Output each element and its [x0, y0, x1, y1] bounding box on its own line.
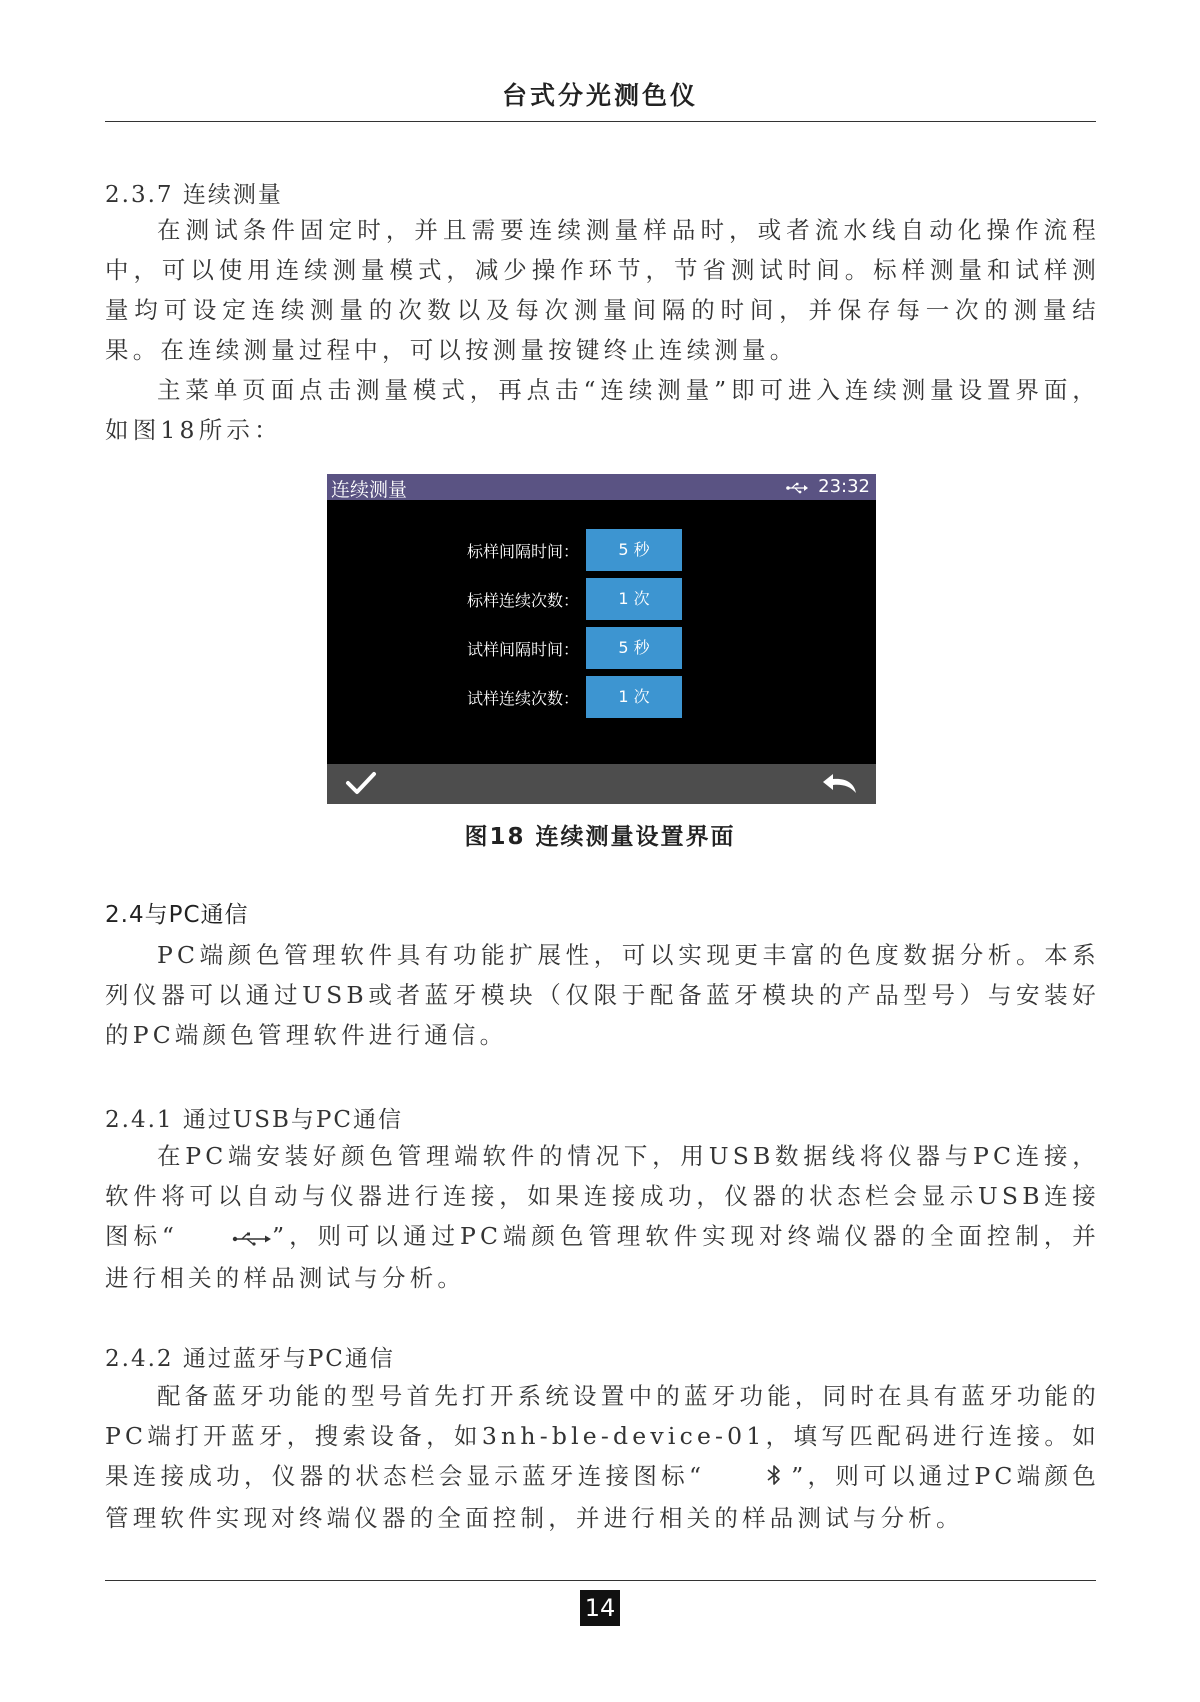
sample-interval-value-button[interactable]: 5 秒 [586, 627, 682, 669]
paragraph-bluetooth-communication [105, 1376, 1100, 1538]
section-heading-2-4-1: 2.4.1 通过USB与PC通信 [105, 1107, 403, 1133]
figure-caption: 图18 连续测量设置界面 [464, 824, 736, 850]
std-count-value-button[interactable]: 1 次 [586, 578, 682, 620]
usb-icon [178, 1218, 272, 1258]
screen-title-bar [327, 474, 876, 500]
section-heading-2-4-2: 2.4.2 通过蓝牙与PC通信 [105, 1346, 395, 1372]
screen-clock: 23:32 [818, 476, 870, 497]
std-interval-value-button[interactable]: 5 秒 [586, 529, 682, 571]
bluetooth-icon [705, 1458, 791, 1498]
sample-count-value-button[interactable]: 1 次 [586, 676, 682, 718]
page-header-title: 台式分光测色仪 [501, 81, 698, 110]
checkmark-icon[interactable] [345, 770, 377, 800]
std-interval-label: 标样间隔时间： [466, 542, 579, 561]
paragraph-continuous-howto: 主菜单页面点击测量模式，再点击“连续测量”即可进入连续测量设置界面，如图18所示： [105, 376, 1100, 444]
sample-interval-label: 试样间隔时间： [466, 640, 579, 659]
section-heading-2-4: 2.4与PC通信 [105, 902, 249, 928]
header-rule [105, 121, 1096, 122]
screen-footer-bar [327, 764, 876, 804]
sample-count-label: 试样连续次数： [466, 689, 579, 708]
device-screen-figure [327, 474, 876, 804]
screen-title: 连续测量 [331, 479, 408, 501]
footer-rule [105, 1580, 1096, 1581]
bluetooth-text-before: 配备蓝牙功能的型号首先打开系统设置中的蓝牙功能，同时在具有蓝牙功能的PC端打开蓝牙，搜索设备，如3nh-ble-device-01，填写匹配码进行连接。如果连接成功，仪器的状态栏会显示蓝牙连接图标“ [105, 1382, 1100, 1490]
std-count-label: 标样连续次数： [466, 591, 579, 610]
paragraph-pc-communication: PC端颜色管理软件具有功能扩展性，可以实现更丰富的色度数据分析。本系列仪器可以通过USB或者蓝牙模块（仅限于配备蓝牙模块的产品型号）与安装好的PC端颜色管理软件进行通信。 [105, 941, 1100, 1049]
paragraph-usb-communication [105, 1136, 1100, 1298]
back-arrow-icon[interactable] [820, 771, 858, 799]
bluetooth-text-after: ”，则可以通过PC端颜色管理软件实现对终端仪器的全面控制，并进行相关的样品测试与分析。 [105, 1462, 1100, 1532]
usb-icon [786, 479, 808, 498]
section-heading-2-3-7: 2.3.7 连续测量 [105, 182, 283, 208]
paragraph-continuous-intro: 在测试条件固定时，并且需要连续测量样品时，或者流水线自动化操作流程中，可以使用连续测量模式，减少操作环节，节省测试时间。标样测量和试样测量均可设定连续测量的次数以及每次测量间隔的时间，并保存每一次的测量结果。在连续测量过程中，可以按测量按键终止连续测量。 [105, 216, 1100, 364]
page-number: 14 [580, 1590, 620, 1626]
usb-text-before: 在PC端安装好颜色管理端软件的情况下，用USB数据线将仪器与PC连接，软件将可以自动与仪器进行连接，如果连接成功，仪器的状态栏会显示USB连接图标“ [105, 1142, 1100, 1250]
usb-text-after: ”，则可以通过PC端颜色管理软件实现对终端仪器的全面控制，并进行相关的样品测试与分析。 [105, 1222, 1100, 1292]
